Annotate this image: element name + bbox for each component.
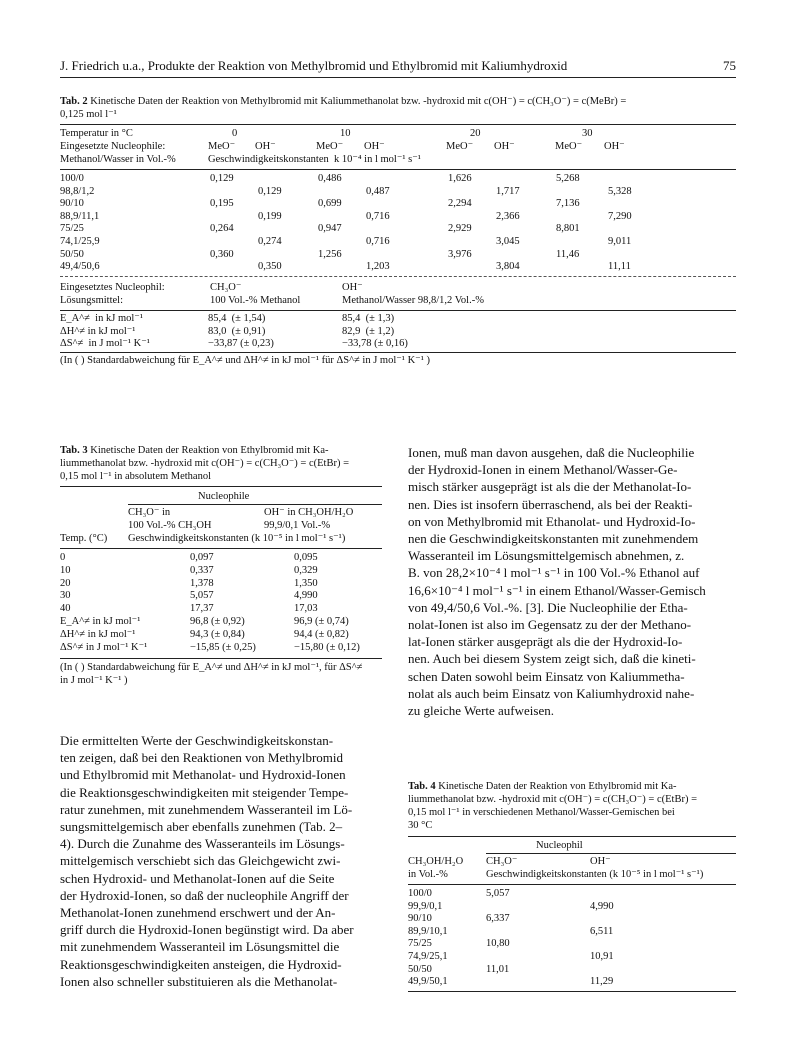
tab2-solvent-cell: 90/10 — [60, 198, 84, 210]
tab3-row-label: 0 — [60, 552, 66, 563]
tab4-value-oh: 10,91 — [590, 951, 614, 962]
left-text-line: Reaktionsgeschwindigkeiten ansteigen, die Hydroxid- — [60, 956, 342, 972]
tab2-nuc: MeO⁻ — [316, 141, 344, 152]
tab4-solvent-cell: 74,9/25,1 — [408, 951, 448, 962]
tab2-value-cell: 7,290 — [608, 210, 632, 222]
tab3-head-nucleophile: Nucleophile — [198, 491, 250, 502]
tab4-bottom-rule — [408, 991, 736, 992]
tab2-value-cell: 11,46 — [556, 248, 580, 260]
tab2-top-rule — [60, 124, 736, 125]
left-text-line: ratur zunehmen, mit zunehmendem Wasseranteil im Lö- — [60, 801, 353, 817]
tab3-row-label: 40 — [60, 603, 71, 615]
tab2-value-cell: 0,129 — [210, 173, 234, 184]
right-text-line: on von Methylbromid mit Ethanolat- und Hydroxid-Io- — [408, 513, 696, 529]
tab2-nuc: MeO⁻ — [446, 141, 474, 152]
tab2-value-cell: 0,486 — [318, 173, 342, 184]
tab2-solvent-cell: 74,1/25,9 — [60, 236, 100, 247]
right-text-line: nen die Geschwindigkeitskonstanten mit zunehmendem — [408, 531, 699, 547]
tab3-row-label: E_A^≠ in kJ mol⁻¹ — [60, 616, 141, 627]
tab4-value-oh: 4,990 — [590, 900, 614, 912]
tab2-nuc: MeO⁻ — [208, 141, 236, 152]
tab2-temp-10: 10 — [340, 128, 351, 139]
tab2-nuc: OH⁻ — [604, 141, 625, 152]
tab2-nuc: OH⁻ — [255, 141, 276, 152]
right-text-line: von 49,4/50,6 Vol.-%. [3]. Die Nucleophilie der Etha- — [408, 599, 688, 615]
tab2-act-value: 85,4 (± 1,54) — [208, 313, 266, 324]
tab4-head-solv-b: in Vol.-% — [408, 869, 448, 880]
left-column-paragraph — [60, 732, 382, 990]
right-text-line: schen Daten sowohl beim Einsatz von Kaliummetha- — [408, 668, 685, 684]
tab3-head-col1a: CH₃O⁻ in — [128, 507, 171, 518]
tab4-head-sub-rule — [486, 853, 736, 854]
tab2-value-cell: 0,264 — [210, 223, 234, 235]
tab2-value-cell: 0,199 — [258, 210, 282, 222]
right-text-line: 16,6×10⁻⁴ l mol⁻¹ s⁻¹ in einem Ethanol/Wasser-Gemisch — [408, 582, 706, 598]
tab4-head-c1: CH₃O⁻ — [486, 856, 518, 867]
tab3-row-label: ΔH^≠ in kJ mol⁻¹ — [60, 628, 136, 640]
tab2-act-solv: Methanol/Wasser 98,8/1,2 Vol.-% — [342, 295, 484, 306]
tab2-act-value: 82,9 (± 1,2) — [342, 325, 395, 337]
running-header — [60, 58, 736, 74]
tab2-act-label: ΔH^≠ in kJ mol⁻¹ — [60, 325, 136, 337]
tab4-solvent-cell: 99,9/0,1 — [408, 900, 443, 912]
tab3-head-col1b: 100 Vol.-% CH₃OH — [128, 520, 212, 531]
running-title: J. Friedrich u.a., Produkte der Reaktion von Methylbromid und Ethylbromid mit Kaliumhydroxid — [60, 58, 568, 73]
tab2-act-solv: 100 Vol.-% Methanol — [210, 295, 301, 306]
header-rule — [60, 77, 736, 78]
tab3-head-rule — [60, 548, 382, 549]
left-text-line: mit zunehmendem Wasseranteil im Lösungsmittel die — [60, 939, 340, 955]
tab2-solvent-cell: 98,8/1,2 — [60, 185, 95, 197]
right-text-line: zu gleiche Werte aufweisen. — [408, 703, 554, 719]
right-column-paragraph — [408, 444, 736, 719]
tab4-solvent-cell: 50/50 — [408, 963, 432, 975]
page-number: 75 — [723, 58, 736, 73]
tab4-value-oh: 6,511 — [590, 925, 614, 937]
tab3-row-label: 10 — [60, 564, 71, 576]
tab2-value-cell: 9,011 — [608, 236, 632, 247]
tab2-value-cell: 0,947 — [318, 223, 342, 235]
right-text-line: nolat als auch beim Einsatz von Kaliumhydroxid nahe- — [408, 685, 695, 701]
tab3-bottom-rule — [60, 658, 382, 659]
tab3-head-col2a: OH⁻ in CH₃OH/H₂O — [264, 507, 354, 518]
right-text-line: nolat-Ionen ist also im Gegensatz zu der der Methano- — [408, 617, 692, 633]
right-text-line: lat-Ionen stärker ausgeprägt als die der Hydroxid-Io- — [408, 634, 683, 650]
left-text-line: ten zeigen, daß bei den Reaktionen von Methylbromid — [60, 750, 344, 766]
tab4-caption: Tab. 4 Kinetische Daten der Reaktion von Ethylbromid mit Ka- liummethanolat bzw. -hydroxid mit c(OH⁻) = c(CH₃O⁻) = c(EtBr) = 0,15 mol l⁻¹ in verschiedenen Methanol/Wasser-Gemischen bei 30 °C — [408, 781, 698, 831]
tab2-head-temp-label: Temperatur in °C — [60, 128, 133, 139]
tab2-head-solv-label: Methanol/Wasser in Vol.-% — [60, 154, 176, 165]
tab2-value-cell: 3,976 — [448, 248, 472, 260]
tab2-value-cell: 0,195 — [210, 198, 234, 210]
right-text-line: Ionen, muß man davon ausgehen, daß die Nucleophilie — [408, 445, 695, 460]
tab2-act-label: E_A^≠ in kJ mol⁻¹ — [60, 313, 143, 324]
tab2-solvent-cell: 88,9/11,1 — [60, 210, 100, 222]
tab2-value-cell: 1,717 — [496, 185, 520, 197]
tab3-head-sub-rule — [128, 504, 382, 505]
left-text-line: und Ethylbromid mit Methanolat- und Hydroxid-Ionen — [60, 767, 346, 783]
tab2-value-cell: 8,801 — [556, 223, 580, 235]
tab3-value-oh: 4,990 — [294, 590, 318, 602]
tab2-value-cell: 3,804 — [496, 261, 520, 273]
left-text-line: schen Hydroxid- und Methanolat-Ionen auf die Seite — [60, 870, 335, 886]
tab3-value-ch3o: 1,378 — [190, 577, 214, 589]
tab2-head-nuc-label: Eingesetzte Nucleophile: — [60, 141, 166, 152]
tab2-solvent-cell: 50/50 — [60, 248, 84, 260]
tab3-value-oh: 0,329 — [294, 564, 318, 576]
left-text-line: Die ermittelten Werte der Geschwindigkeitskonstan- — [60, 733, 334, 748]
tab4-value-ch3o: 6,337 — [486, 913, 510, 925]
tab2-caption: Tab. 2 Kinetische Daten der Reaktion von Methylbromid mit Kaliummethanolat bzw. -hydroxid mit c(OH⁻) = c(CH₃O⁻) = c(MeBr) = 0,125 mol l⁻¹ — [60, 96, 627, 120]
tab3-value-oh: 96,9 (± 0,74) — [294, 616, 349, 627]
tab2-act-value: 83,0 (± 0,91) — [208, 325, 266, 337]
tab3-value-ch3o: 0,097 — [190, 552, 214, 563]
tab4-head-c2: OH⁻ — [590, 856, 611, 867]
tab2-value-cell: 0,716 — [366, 236, 390, 247]
tab3-foot1: (In ( ) Standardabweichung für E_A^≠ und ΔH^≠ in kJ mol⁻¹, für ΔS^≠ — [60, 662, 363, 673]
right-text-line: nen. Dies ist insofern überraschend, als bei der Reakti- — [408, 496, 693, 512]
tab2-act-value: −33,78 (± 0,16) — [342, 338, 408, 350]
tab4-solvent-cell: 49,9/50,1 — [408, 976, 448, 988]
left-text-line: sungsmittelgemisch aber ebenfalls zunehmen (Tab. 2– — [60, 819, 343, 835]
tab2-solvent-cell: 100/0 — [60, 173, 84, 184]
left-text-line: 4). Durch die Zunahme des Wasseranteils im Lösungs- — [60, 836, 345, 852]
tab2-solvent-cell: 49,4/50,6 — [60, 261, 100, 273]
tab3-value-ch3o: 0,337 — [190, 564, 214, 576]
tab2-act-nuc: CH₃O⁻ — [210, 282, 242, 293]
tab2-value-cell: 0,487 — [366, 185, 390, 197]
right-text-line: der Hydroxid-Ionen in einem Methanol/Wasser-Ge- — [408, 462, 678, 478]
tab2-act-nuc-label: Eingesetztes Nucleophil: — [60, 282, 165, 293]
tab3-value-ch3o: 96,8 (± 0,92) — [190, 616, 245, 627]
tab3-value-oh: 17,03 — [294, 603, 318, 615]
tab2-value-cell: 0,129 — [258, 185, 282, 197]
tab2-act-value: −33,87 (± 0,23) — [208, 338, 274, 350]
tab3-value-oh: −15,80 (± 0,12) — [294, 641, 360, 653]
tab3-foot2: in J mol⁻¹ K⁻¹ ) — [60, 675, 128, 686]
tab3-head-temp: Temp. (°C) — [60, 533, 108, 544]
tab3-top-rule — [60, 486, 382, 487]
tab2-value-cell: 2,929 — [448, 223, 472, 235]
tab2-act-nuc: OH⁻ — [342, 282, 363, 293]
tab2-value-cell: 0,274 — [258, 236, 282, 247]
tab2-footnote: (In ( ) Standardabweichung für E_A^≠ und ΔH^≠ in kJ mol⁻¹ für ΔS^≠ in J mol⁻¹ K⁻¹ ) — [60, 355, 430, 366]
tab2-temp-0: 0 — [232, 128, 238, 139]
tab2-value-cell: 1,256 — [318, 248, 342, 260]
tab2-value-cell: 5,328 — [608, 185, 632, 197]
tab2-solvent-cell: 75/25 — [60, 223, 84, 235]
tab4-value-oh: 11,29 — [590, 976, 614, 988]
tab2-act-label: ΔS^≠ in J mol⁻¹ K⁻¹ — [60, 338, 150, 350]
tab3-head-col2b: 99,9/0,1 Vol.-% — [264, 520, 331, 531]
tab3-value-oh: 94,4 (± 0,82) — [294, 628, 349, 640]
tab2-dashed-rule — [60, 276, 736, 277]
tab2-value-cell: 0,350 — [258, 261, 282, 273]
left-text-line: Ionen also schneller substituieren als die Methanolat- — [60, 973, 338, 989]
tab2-nuc: MeO⁻ — [555, 141, 583, 152]
tab4-top-rule — [408, 836, 736, 837]
tab2-nuc: OH⁻ — [494, 141, 515, 152]
right-text-line: nen. Auch bei diesem System zeigt sich, daß die kineti- — [408, 651, 696, 667]
tab3-value-ch3o: 94,3 (± 0,84) — [190, 628, 245, 640]
tab3-row-label: 20 — [60, 577, 71, 589]
tab2-head-k: Geschwindigkeitskonstanten k 10⁻⁴ in l mol⁻¹ s⁻¹ — [208, 154, 421, 165]
tab3-value-ch3o: −15,85 (± 0,25) — [190, 641, 256, 653]
left-text-line: der Hydroxid-Ionen, so daß der nucleophile Angriff der — [60, 887, 349, 903]
tab4-value-ch3o: 10,80 — [486, 938, 510, 950]
tab3-row-label: 30 — [60, 590, 71, 602]
right-text-line: B. von 28,2×10⁻⁴ l mol⁻¹ s⁻¹ in 100 Vol.-% Ethanol auf — [408, 565, 700, 581]
tab4-solvent-cell: 90/10 — [408, 913, 432, 925]
tab4-head-k: Geschwindigkeitskonstanten (k 10⁻⁵ in l mol⁻¹ s⁻¹) — [486, 869, 704, 880]
tab2-temp-20: 20 — [470, 128, 481, 139]
tab3-value-ch3o: 5,057 — [190, 590, 214, 602]
tab2-value-cell: 1,626 — [448, 173, 472, 184]
tab3-row-label: ΔS^≠ in J mol⁻¹ K⁻¹ — [60, 641, 148, 653]
tab2-head-rule — [60, 169, 736, 170]
tab2-value-cell: 0,716 — [366, 210, 390, 222]
left-text-line: mittelgemisch verschiebt sich das Gleichgewicht zwi- — [60, 853, 341, 869]
tab2-value-cell: 0,360 — [210, 248, 234, 260]
tab3-head-k: Geschwindigkeitskonstanten (k 10⁻⁵ in l mol⁻¹ s⁻¹) — [128, 533, 346, 544]
tab2-value-cell: 5,268 — [556, 173, 580, 184]
tab2-temp-30: 30 — [582, 128, 593, 139]
tab2-value-cell: 2,366 — [496, 210, 520, 222]
left-text-line: die Reaktionsgeschwindigkeiten mit steigender Tempe- — [60, 784, 349, 800]
tab4-head-nucleophil: Nucleophil — [536, 840, 583, 851]
tab3-caption: Tab. 3 Kinetische Daten der Reaktion von Ethylbromid mit Ka- liummethanolat bzw. -hydroxid mit c(OH⁻) = c(CH₃O⁻) = c(EtBr) = 0,15 mol l⁻¹ in absolutem Methanol — [60, 445, 350, 482]
tab4-solvent-cell: 89,9/10,1 — [408, 925, 448, 937]
tab2-value-cell: 0,699 — [318, 198, 342, 210]
tab4-solvent-cell: 100/0 — [408, 888, 432, 899]
tab2-act-value: 85,4 (± 1,3) — [342, 313, 395, 324]
tab3-value-ch3o: 17,37 — [190, 603, 214, 615]
right-text-line: misch stärker ausgeprägt ist als die der Methanolat-Io- — [408, 479, 692, 495]
tab2-nuc: OH⁻ — [364, 141, 385, 152]
tab2-value-cell: 1,203 — [366, 261, 390, 273]
tab4-solvent-cell: 75/25 — [408, 938, 432, 950]
right-text-line: Wasseranteil im Lösungsmittelgemisch abnehmen, z. — [408, 548, 685, 564]
tab2-value-cell: 7,136 — [556, 198, 580, 210]
tab4-head-rule — [408, 884, 736, 885]
tab4-value-ch3o: 5,057 — [486, 888, 510, 899]
tab4-value-ch3o: 11,01 — [486, 963, 510, 975]
left-text-line: Methanolat-Ionen zunehmend erschwert und der An- — [60, 905, 336, 921]
tab2-value-cell: 2,294 — [448, 198, 472, 210]
tab3-value-oh: 0,095 — [294, 552, 318, 563]
tab2-bottom-rule — [60, 352, 736, 353]
tab2-value-cell: 11,11 — [608, 261, 631, 273]
tab2-act-rule — [60, 310, 736, 311]
left-text-line: griff durch die Hydroxid-Ionen begünstigt wird. Da aber — [60, 922, 354, 938]
tab4-head-solv-a: CH₃OH/H₂O — [408, 856, 464, 867]
tab3-value-oh: 1,350 — [294, 577, 318, 589]
tab2-value-cell: 3,045 — [496, 236, 520, 247]
tab2-act-solv-label: Lösungsmittel: — [60, 295, 123, 306]
